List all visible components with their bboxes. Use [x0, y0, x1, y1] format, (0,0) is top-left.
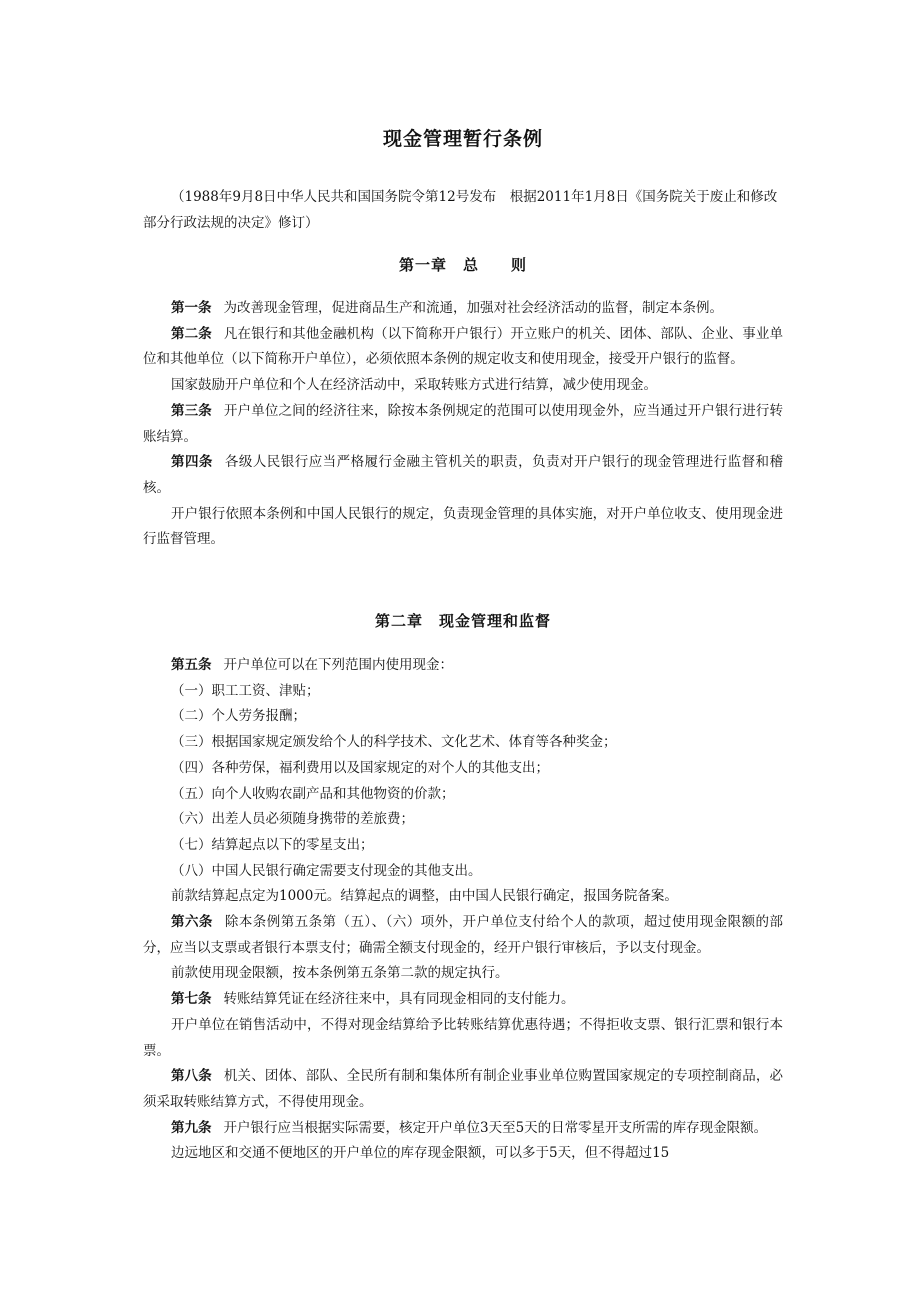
article-label: 第九条: [171, 1119, 212, 1136]
article-text: 转账结算凭证在经济往来中，具有同现金相同的支付能力。: [223, 991, 575, 1008]
article-label: 第八条: [171, 1068, 212, 1085]
article-paragraph: [143, 450, 783, 501]
article-label: 第六条: [171, 914, 213, 931]
article-label: 第四条: [171, 454, 213, 471]
article-label: 第三条: [171, 402, 212, 419]
article-paragraph: [143, 296, 783, 322]
article-text: 开户银行应当根据实际需要，核定开户单位3天至5天的日常零星开支所需的库存现金限额。: [223, 1119, 768, 1136]
chapter2-body: [143, 653, 783, 1167]
article-text: 开户单位之间的经济往来，除按本条例规定的范围可以使用现金外，应当通过开户银行进行转账结算。: [143, 402, 784, 445]
article-text: 为改善现金管理，促进商品生产和流通，加强对社会经济活动的监督，制定本条例。: [223, 300, 723, 316]
document-title: 现金管理暂行条例: [382, 128, 543, 150]
article-label: 第一条: [171, 300, 212, 316]
list-item: （一）职工工资、津贴；: [171, 682, 320, 699]
article-text: 开户单位可以在下列范围内使用现金：: [223, 657, 453, 673]
article-paragraph: [143, 1116, 783, 1142]
chapter-heading: 第一章 总 则: [398, 256, 527, 274]
paragraph: 国家鼓励开户单位和个人在经济活动中，采取转账方式进行结算，减少使用现金。: [171, 377, 657, 394]
list-item: （六）出差人员必须随身携带的差旅费；: [171, 811, 414, 828]
list-item: （三）根据国家规定颁发给个人的科学技术、文化艺术、体育等各种奖金；: [171, 734, 617, 751]
list-item: （四）各种劳保，福利费用以及国家规定的对个人的其他支出；: [171, 759, 549, 776]
list-item: （八）中国人民银行确定需要支付现金的其他支出。: [171, 862, 482, 879]
list-item: （五）向个人收购农副产品和其他物资的价款；: [171, 785, 455, 802]
chapter1-body: [143, 296, 783, 553]
article-label: 第五条: [171, 657, 212, 673]
list-item: （七）结算起点以下的零星支出；: [171, 836, 374, 853]
paragraph: 前款结算起点定为1000元。结算起点的调整，由中国人民银行确定，报国务院备案。: [171, 888, 678, 905]
paragraph: 前款使用现金限额，按本条例第五条第二款的规定执行。: [171, 965, 509, 982]
article-text: 各级人民银行应当严格履行金融主管机关的职责，负责对开户银行的现金管理进行监督和稽核。: [143, 454, 784, 496]
chapter-heading: 第二章 现金管理和监督: [374, 612, 551, 630]
promulgation-note: （1988年9月8日中华人民共和国国务院令第12号发布 根据2011年1月8日《国务院关于废止和修改部分行政法规的决定》修订）: [143, 189, 778, 231]
article-text: 除本条例第五条第（五）、（六）项外，开户单位支付给个人的款项，超过使用现金限额的部分，应当以支票或者银行本票支付；确需全额支付现金的，经开户银行审核后，予以支付现金。: [143, 914, 784, 956]
article-paragraph: [143, 910, 783, 961]
paragraph: 开户银行依照本条例和中国人民银行的规定，负责现金管理的具体实施，对开户单位收支、使用现金进行监督管理。: [143, 505, 783, 548]
article-paragraph: [143, 653, 783, 679]
article-paragraph: [143, 987, 783, 1013]
article-text: 凡在银行和其他金融机构（以下简称开户银行）开立账户的机关、团体、部队、企业、事业单位和其他单位（以下简称开户单位），必须依照本条例的规定收支和使用现金，接受开户银行的监督。: [143, 325, 784, 368]
article-label: 第二条: [171, 325, 212, 342]
article-paragraph: [143, 399, 783, 450]
article-label: 第七条: [171, 991, 212, 1008]
article-text: 机关、团体、部队、全民所有制和集体所有制企业事业单位购置国家规定的专项控制商品，必须采取转账结算方式，不得使用现金。: [143, 1068, 784, 1110]
list-item: （二）个人劳务报酬；: [171, 708, 306, 725]
article-paragraph: [143, 322, 783, 373]
paragraph: 开户单位在销售活动中，不得对现金结算给予比转账结算优惠待遇；不得拒收支票、银行汇票和银行本票。: [143, 1016, 783, 1059]
article-paragraph: [143, 1064, 783, 1115]
paragraph: 边远地区和交通不便地区的开户单位的库存现金限额，可以多于5天，但不得超过15: [171, 1145, 670, 1162]
